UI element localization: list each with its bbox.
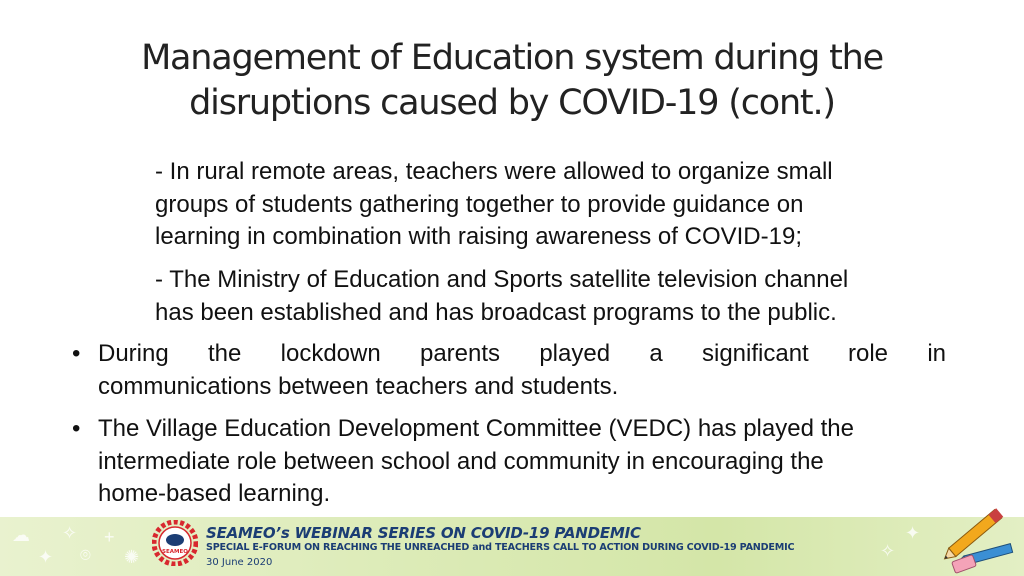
- word: a: [649, 340, 663, 367]
- pin-icon: ⌾: [80, 545, 91, 565]
- bullet-line: home-based learning.: [98, 480, 331, 507]
- bullet-marker: •: [72, 340, 81, 367]
- star-icon: ✦: [38, 547, 54, 567]
- pencils-illustration: [935, 486, 1024, 576]
- sub-item-tv-channel: [155, 264, 955, 329]
- word: role: [848, 340, 889, 367]
- slide-title: [60, 36, 964, 126]
- word: lockdown: [280, 340, 381, 367]
- banner-title: SEAMEO’s WEBINAR SERIES ON COVID-19 PANDEMIC: [206, 524, 641, 542]
- svg-text:SEAMEO: SEAMEO: [162, 549, 188, 555]
- word: in: [927, 340, 946, 367]
- seameo-logo: [152, 520, 198, 566]
- bullet-line-justified: [98, 338, 946, 371]
- word: parents: [419, 340, 501, 367]
- sub-item-line: - In rural remote areas, teachers were allowed to organize small: [155, 158, 833, 185]
- bullet-line: The Village Education Development Committee (VEDC) has played the: [98, 415, 854, 442]
- plus-icon: +: [104, 527, 115, 547]
- cloud-icon: ☁: [12, 525, 30, 545]
- sub-item-rural-areas: [155, 156, 955, 254]
- bullet-line: communications between teachers and students.: [98, 372, 619, 400]
- word: significant: [701, 340, 809, 367]
- sub-item-line: has been established and has broadcast programs to the public.: [155, 298, 837, 326]
- sparkle-icon: ✧: [880, 541, 896, 561]
- word: During: [98, 340, 169, 367]
- sub-item-line: - The Ministry of Education and Sports satellite television channel: [155, 266, 849, 293]
- sub-item-line: learning in combination with raising awareness of COVID-19;: [155, 223, 802, 250]
- sparkle-icon: ✧: [62, 523, 78, 543]
- bulb-icon: ✺: [124, 547, 140, 567]
- bullet-line: intermediate role between school and community in encouraging the: [98, 447, 824, 475]
- word: the: [207, 340, 242, 367]
- bullet-marker: •: [72, 415, 81, 442]
- star-icon: ✦: [905, 523, 921, 543]
- word: played: [539, 340, 611, 367]
- slide-title-line-1: Management of Education system during the: [141, 38, 883, 78]
- banner-date: 30 June 2020: [206, 557, 273, 568]
- slide-title-line-2: disruptions caused by COVID-19 (cont.): [189, 83, 835, 123]
- sub-item-line: groups of students gathering together to provide guidance on: [155, 190, 804, 218]
- banner-subtitle: SPECIAL E-FORUM ON REACHING THE UNREACHED and TEACHERS CALL TO ACTION DURING COVID-19 PANDEMIC: [206, 542, 795, 553]
